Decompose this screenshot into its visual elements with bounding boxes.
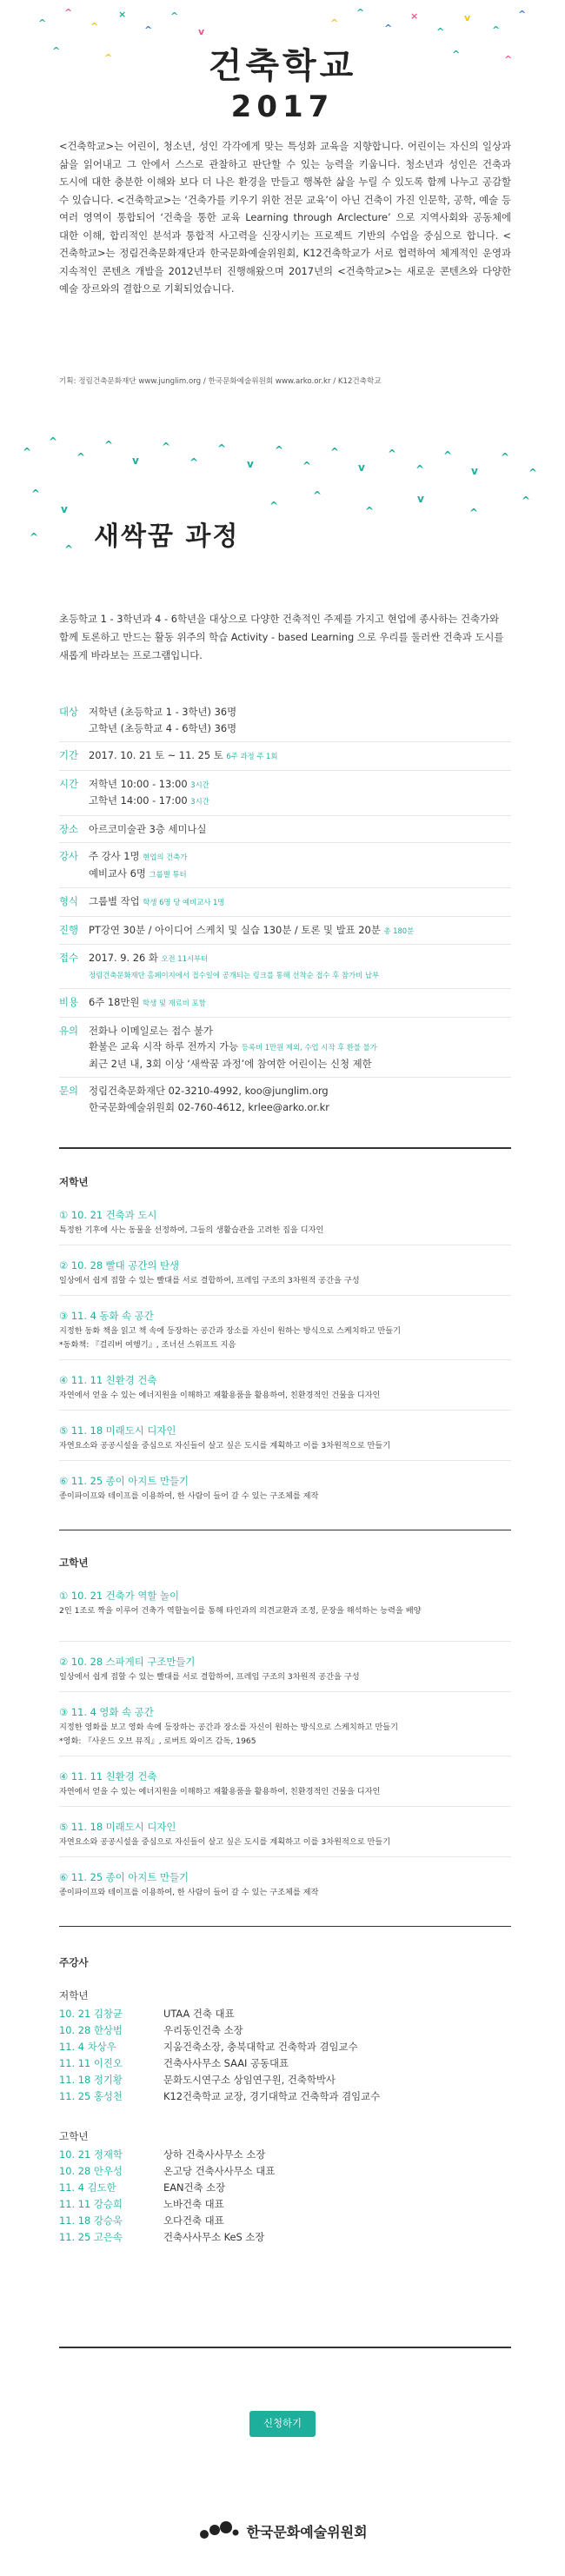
- lesson-divider: [59, 1460, 511, 1461]
- deco-mark: ^: [189, 456, 199, 468]
- lesson-desc: 자연요소와 공공시설을 중심으로 자신들이 살고 싶은 도시를 계획하고 이를 3차원적으로 만들기: [59, 1441, 391, 1451]
- deco-mark: ^: [144, 24, 153, 36]
- deco-mark: ^: [436, 26, 445, 37]
- lecturer-date-name: 10. 21 김창균: [59, 2008, 123, 2020]
- lecturer-date-name: 11. 25 홍성천: [59, 2090, 123, 2102]
- deco-mark: ^: [504, 54, 513, 65]
- deco-mark: ^: [388, 448, 397, 460]
- caution-line: 환불은 교육 시작 하루 전까지 가능: [89, 1040, 239, 1052]
- deco-mark: ^: [162, 441, 171, 453]
- fee-value: 6주 18만원: [89, 996, 140, 1008]
- lecturer-date-name: 11. 4 김도한: [59, 2181, 116, 2194]
- lecturer-date-name: 10. 21 정재학: [59, 2148, 123, 2161]
- lecturer-role: 오다건축 대표: [163, 2214, 224, 2227]
- lesson-desc: 일상에서 쉽게 접할 수 있는 빨대를 서로 결합하여, 프레임 구조의 3차원적 공간을 구성: [59, 1276, 360, 1285]
- deco-mark: ^: [76, 451, 86, 463]
- period-value: 2017. 10. 21 토 ~ 11. 25 토: [89, 749, 223, 761]
- section-divider: [59, 1926, 511, 1927]
- lecturers-lower-heading: 저학년: [59, 1989, 89, 2002]
- lesson-item: [59, 1769, 511, 1799]
- deco-mark: ^: [501, 451, 510, 463]
- info-label: 유의: [59, 1024, 79, 1037]
- deco-mark: ×: [410, 10, 419, 22]
- course-title: 새싹꿈 과정: [94, 521, 240, 552]
- deco-mark: ^: [528, 467, 538, 479]
- deco-mark: v: [61, 503, 68, 515]
- lesson-title: ④ 11. 11 친환경 건축: [59, 1770, 157, 1783]
- format-value: 그룹별 작업: [89, 895, 140, 907]
- deco-mark: ^: [443, 449, 453, 461]
- deco-mark: ^: [384, 23, 393, 34]
- lecturer-role: 건축사사무소 SAAI 공동대표: [163, 2057, 289, 2069]
- lesson-item: [59, 1373, 511, 1403]
- deco-mark: v: [358, 461, 365, 474]
- info-row-target: [59, 699, 511, 742]
- info-row-apply: [59, 945, 511, 989]
- info-row-contact: [59, 1078, 511, 1120]
- lecturer-row: [59, 2147, 511, 2162]
- lesson-title: ② 10. 28 스파게티 구조만들기: [59, 1656, 196, 1668]
- org-name: 한국문화예술위원회: [246, 2523, 368, 2540]
- deco-mark: v: [417, 493, 424, 505]
- format-note: 학생 6명 당 예비교사 1명: [143, 898, 225, 906]
- info-row-progress: [59, 917, 511, 946]
- lesson-item: [59, 1309, 511, 1352]
- lesson-desc: 종이파이프와 테이프를 이용하여, 한 사람이 들어 갈 수 있는 구조체를 제작: [59, 1491, 319, 1501]
- lecturer-date-name: 11. 25 고은속: [59, 2231, 123, 2243]
- lecturer-role: EAN건축 소장: [163, 2181, 226, 2194]
- lesson-desc: 자연요소와 공공시설을 중심으로 자신들이 살고 싶은 도시를 계획하고 이를 3차원적으로 만들기: [59, 1837, 391, 1847]
- lesson-item: [59, 1258, 511, 1288]
- lecturer-date-name: 11. 4 차상우: [59, 2041, 116, 2053]
- program-description: 초등학교 1 - 3학년과 4 - 6학년을 대상으로 다양한 건축적인 주제를 가지고 현업에 종사하는 건축가와 함께 토론하고 만드는 활동 위주의 학습 Activity - based Learning 으로 우리를 둘러싼 건축과 도시를 새롭게 바라보는 프로그램입니다.: [59, 613, 504, 661]
- lecturer-row: [59, 2088, 511, 2104]
- lesson-reference: *동화책: 『걸리버 여행기』, 조너선 스위프트 지음: [59, 1340, 236, 1350]
- lesson-item: [59, 1870, 511, 1900]
- info-label: 진행: [59, 923, 79, 936]
- deco-mark: ^: [170, 10, 179, 22]
- target-upper: 고학년 (초등학교 4 - 6학년) 36명: [89, 721, 237, 734]
- lecturer-date-name: 11. 11 이진오: [59, 2057, 123, 2069]
- lesson-title: ① 10. 21 건축과 도시: [59, 1209, 157, 1221]
- contact-line: 한국문화예술위원회 02-760-4612, krlee@arko.or.kr: [89, 1100, 329, 1113]
- deco-mark: v: [132, 455, 139, 467]
- lecturer-row: [59, 2039, 511, 2055]
- lecturer-role: 문화도시연구소 상임연구원, 건축학박사: [163, 2074, 336, 2086]
- lecturer-role: K12건축학교 교장, 경기대학교 건축학과 겸임교수: [163, 2090, 381, 2102]
- caution-line: 최근 2년 내, 3회 이상 ‘새싹꿈 과정’에 참여한 어린이는 신청 제한: [89, 1057, 372, 1070]
- section-divider: [59, 2347, 511, 2348]
- refund-note: 등록비 1만원 제외, 수업 시작 후 환불 불가: [241, 1043, 377, 1052]
- deco-mark: ^: [64, 543, 74, 555]
- lecturer-role: 상하 건축사사무소 소장: [163, 2148, 266, 2161]
- lesson-title: ⑤ 11. 18 미래도시 디자인: [59, 1424, 176, 1437]
- place-value: 아르코미술관 3층 세미나실: [89, 822, 207, 835]
- lesson-title: ④ 11. 11 친환경 건축: [59, 1374, 157, 1386]
- deco-mark: ^: [415, 463, 425, 475]
- deco-mark: ^: [452, 49, 461, 60]
- info-row-time: [59, 771, 511, 816]
- deco-mark: ^: [330, 446, 340, 458]
- section-divider: [59, 1147, 511, 1149]
- deco-mark: ^: [492, 24, 501, 36]
- lesson-desc: 자연에서 얻을 수 있는 에너지원을 이해하고 재활용품을 활용하여, 친환경적인 건물을 디자인: [59, 1787, 381, 1796]
- lesson-desc: 지정한 동화 책을 읽고 책 속에 등장하는 공간과 장소를 자신이 원하는 방식으로 스케치하고 만들기: [59, 1326, 401, 1336]
- intro-credit: 기획: 정림건축문화재단 www.junglim.org / 한국문화예술위원회 www.arko.or.kr / K12건축학교: [59, 377, 382, 386]
- deco-mark: ^: [275, 444, 284, 456]
- lesson-title: ③ 11. 4 동화 속 공간: [59, 1310, 154, 1322]
- intro-text: <건축학교>는 어린이, 청소년, 성인 각각에게 맞는 특성화 교육을 지향합니다. 어린이는 자신의 일상과 삶을 읽어내고 그 안에서 스스로 관찰하고 판단할 수 있는 능력을 키웁니다. 청소년과 성인은 건축과 도시에 대한 충분한 이해와 보다 더 나은 환경을 만들고 행복한 삶을 누릴 수 있도록 함께 나누고 공감할 수 있습니다. <건축학교>는 ‘건축가를 키우기 위한 전문 교육’이 아닌 건축이 가진 인문학, 공학, 예술 등 여러 영역이 통합되어 ‘건축을 통한 교육 Learning through Arclecture’ 으로 지역사회와 공동체에 대한 이해, 합리적인 분석과 통합적 사고력을 신장시키는 프로젝트 기반의 수업을 중심으로 합니다. <건축학교>는 정림건축문화재단과 한국문화예술위원회, K12건축학교가 서로 협력하여 체계적인 운영과 지속적인 콘텐츠 개발을 2012년부터 진행해왔으며 2017년의 <건축학교>는 새로운 콘텐츠와 다양한 예술 장르와의 결합으로 기획되었습니다.: [59, 140, 511, 295]
- lesson-item: [59, 1474, 511, 1504]
- info-row-teacher: [59, 843, 511, 888]
- lower-grade-heading: 저학년: [59, 1176, 89, 1188]
- lecturer-row: [59, 2072, 511, 2088]
- footer: [0, 2520, 565, 2541]
- lesson-divider: [59, 1641, 511, 1642]
- arko-logo-icon: [197, 2520, 239, 2541]
- lesson-divider: [59, 1410, 511, 1411]
- deco-mark: v: [247, 458, 254, 470]
- period-note: 6주 과정 주 1회: [226, 752, 278, 760]
- lecturer-role: UTAA 건축 대표: [163, 2008, 235, 2020]
- deco-mark: v: [464, 12, 471, 23]
- page-title: 건축학교: [208, 46, 357, 86]
- lecturer-date-name: 11. 18 강승욱: [59, 2214, 123, 2227]
- info-label: 문의: [59, 1085, 79, 1097]
- teacher-note: 현업의 건축가: [143, 853, 188, 861]
- lesson-title: ② 10. 28 빨대 공간의 탄생: [59, 1259, 179, 1271]
- deco-mark: ^: [269, 500, 279, 512]
- main-teacher: 주 강사 1명: [89, 850, 140, 862]
- deco-mark: ^: [49, 435, 58, 448]
- apply-time-note: 오전 11시부터: [161, 954, 209, 963]
- lesson-item: [59, 1424, 511, 1453]
- info-row-place: [59, 816, 511, 844]
- lesson-title: ③ 11. 4 영화 속 공간: [59, 1706, 154, 1718]
- target-lower: 저학년 (초등학교 1 - 3학년) 36명: [89, 706, 237, 718]
- upper-grade-heading: 고학년: [59, 1557, 89, 1569]
- deco-mark: ^: [64, 7, 73, 18]
- info-row-format: [59, 888, 511, 917]
- deco-mark: ^: [90, 21, 99, 32]
- lecturer-date-name: 11. 11 강승희: [59, 2198, 123, 2210]
- time-note: 3시간: [190, 797, 209, 806]
- lecturer-date-name: 11. 18 정기황: [59, 2074, 123, 2086]
- lecturer-row: [59, 2163, 511, 2179]
- deco-mark: ^: [522, 495, 531, 507]
- lesson-desc: 지정한 영화를 보고 영화 속에 등장하는 공간과 장소를 자신이 원하는 방식으로 스케치하고 만들기: [59, 1723, 399, 1732]
- course-decoration: [0, 426, 565, 565]
- info-label: 비용: [59, 996, 79, 1008]
- deco-mark: ^: [302, 460, 312, 472]
- lecturer-row: [59, 2180, 511, 2195]
- lecturer-role: 노바건축 대표: [163, 2198, 224, 2210]
- info-label: 장소: [59, 822, 79, 835]
- apply-date: 2017. 9. 26 화: [89, 952, 158, 964]
- deco-mark: ^: [23, 446, 32, 458]
- lesson-divider: [59, 1691, 511, 1692]
- time-upper: 고학년 14:00 - 17:00: [89, 794, 188, 807]
- info-label: 기간: [59, 749, 79, 761]
- assistant-teacher: 예비교사 6명: [89, 866, 146, 880]
- deco-mark: ^: [52, 45, 61, 56]
- lesson-desc: 2인 1조로 짝을 이루어 건축가 역할놀이를 통해 타인과의 의견교환과 조정, 문장을 해석하는 능력을 배양: [59, 1606, 422, 1616]
- lesson-item: [59, 1208, 511, 1238]
- info-label: 강사: [59, 850, 79, 862]
- info-label: 접수: [59, 952, 79, 964]
- lesson-title: ⑥ 11. 25 종이 아지트 만들기: [59, 1475, 189, 1487]
- deco-mark: ^: [217, 442, 227, 455]
- lecturer-role: 우리동인건축 소장: [163, 2024, 243, 2036]
- lesson-reference: *영화: 『사운드 오브 뮤직』, 로버트 와이즈 감독, 1965: [59, 1736, 256, 1746]
- lesson-item: [59, 1589, 511, 1618]
- deco-mark: ^: [330, 17, 339, 29]
- lesson-divider: [59, 1856, 511, 1857]
- deco-mark: ^: [356, 7, 365, 18]
- progress-value: PT강연 30분 / 아이디어 스케치 및 실습 130분 / 토론 및 발표 20분: [89, 923, 381, 936]
- lecturer-row: [59, 2229, 511, 2245]
- deco-mark: ×: [118, 9, 127, 20]
- lesson-item: [59, 1655, 511, 1684]
- deco-mark: ^: [313, 489, 322, 501]
- lesson-title: ⑥ 11. 25 종이 아지트 만들기: [59, 1871, 189, 1883]
- deco-mark: ^: [104, 52, 113, 63]
- contact-line: 정림건축문화재단 02-3210-4992, koo@junglim.org: [89, 1085, 329, 1097]
- page-year: 2017: [230, 90, 335, 124]
- lesson-desc: 일상에서 쉽게 접할 수 있는 빨대를 서로 결합하여, 프레임 구조의 3차원적 공간을 구성: [59, 1672, 360, 1682]
- lesson-desc: 특정한 기후에 사는 동물을 선정하여, 그들의 생활습관을 고려한 집을 디자인: [59, 1225, 324, 1235]
- lesson-item: [59, 1820, 511, 1849]
- lecturers-upper-heading: 고학년: [59, 2130, 89, 2142]
- lecturer-row: [59, 2213, 511, 2228]
- info-row-period: [59, 742, 511, 771]
- time-note: 3시간: [190, 780, 209, 789]
- lesson-title: ⑤ 11. 18 미래도시 디자인: [59, 1821, 176, 1833]
- lecturer-role: 온고당 건축사사무소 대표: [163, 2165, 276, 2177]
- lecturer-role: 건축사사무소 KeS 소장: [163, 2231, 265, 2243]
- lesson-title: ① 10. 21 건축가 역할 놀이: [59, 1590, 179, 1602]
- progress-note: 총 180분: [383, 926, 415, 935]
- lecturer-row: [59, 2006, 511, 2022]
- lecturer-row: [59, 2055, 511, 2071]
- course-info-table: [59, 699, 511, 1120]
- deco-mark: ^: [365, 505, 375, 517]
- header-title-block: [0, 38, 565, 124]
- deco-mark: v: [198, 26, 205, 37]
- lecturers-heading: 주강사: [59, 1956, 89, 1969]
- deco-mark: ^: [469, 507, 479, 519]
- lecturer-row: [59, 2022, 511, 2038]
- time-lower: 저학년 10:00 - 13:00: [89, 777, 188, 790]
- teacher-note: 그룹별 튜터: [149, 869, 187, 879]
- lecturer-row: [59, 2196, 511, 2212]
- lesson-desc: 종이파이프와 테이프를 이용하여, 한 사람이 들어 갈 수 있는 구조체를 제작: [59, 1888, 319, 1897]
- lesson-divider: [59, 1359, 511, 1360]
- info-row-fee: [59, 989, 511, 1018]
- lesson-desc: 자연에서 얻을 수 있는 에너지원을 이해하고 재활용품을 활용하여, 친환경적인 건물을 디자인: [59, 1391, 381, 1400]
- lesson-divider: [59, 1295, 511, 1296]
- apply-button[interactable]: 신청하기: [249, 2411, 316, 2437]
- caution-line: 전화나 이메일로는 접수 불가: [89, 1024, 213, 1037]
- lecturer-date-name: 10. 28 안우성: [59, 2165, 123, 2177]
- lecturer-role: 지움건축소장, 충북대학교 건축학과 겸임교수: [163, 2041, 358, 2053]
- info-label: 대상: [59, 706, 79, 718]
- lecturer-date-name: 10. 28 한상범: [59, 2024, 123, 2036]
- lesson-divider: [59, 1806, 511, 1807]
- deco-mark: ^: [30, 531, 39, 543]
- apply-note: 정림건축문화재단 홈페이지에서 접수일에 공개되는 링크를 통해 선착순 접수 후 참가비 납부: [89, 970, 380, 979]
- lesson-item: [59, 1705, 511, 1749]
- deco-mark: ^: [518, 9, 527, 20]
- deco-mark: ^: [38, 17, 47, 29]
- deco-mark: ^: [31, 488, 41, 500]
- info-row-caution: [59, 1018, 511, 1079]
- deco-mark: v: [471, 465, 478, 477]
- fee-note: 학생 및 재료비 포함: [143, 999, 206, 1007]
- info-label: 형식: [59, 895, 79, 907]
- deco-mark: ^: [104, 439, 114, 451]
- info-label: 시간: [59, 777, 79, 790]
